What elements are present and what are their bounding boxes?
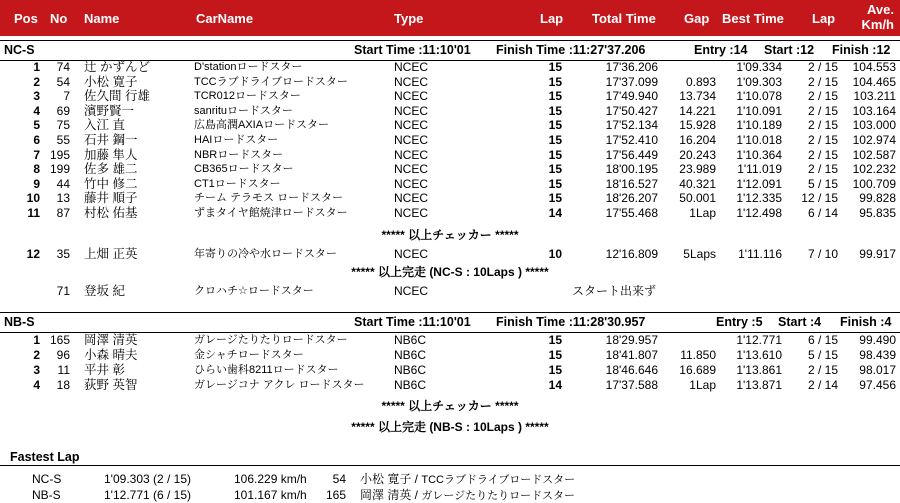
fastest-no: 54 bbox=[332, 472, 346, 486]
cell-blap: 12 / 15 bbox=[801, 191, 838, 206]
cell-total: 18'41.807 bbox=[605, 348, 658, 362]
cell-best: 1'10.018 bbox=[736, 133, 782, 147]
cell-type: NCEC bbox=[394, 162, 429, 177]
cell-pos: 2 bbox=[33, 348, 40, 362]
cell-gap: 20.243 bbox=[679, 147, 716, 162]
cell-speed: 103.211 bbox=[853, 89, 896, 104]
table-row bbox=[0, 206, 900, 220]
cell-speed: 102.974 bbox=[852, 133, 896, 147]
cell-blap: 2 / 14 bbox=[807, 378, 838, 392]
nbs-complete-note: ***** 以上完走 (NB-S : 10Laps ) ***** bbox=[351, 420, 549, 434]
start-count: Start :4 bbox=[778, 315, 822, 329]
cell-name: 村松 佑基 bbox=[84, 206, 138, 220]
cell-pos: 5 bbox=[33, 118, 40, 133]
cell-gap: 11.850 bbox=[680, 348, 716, 362]
header-gap: Gap bbox=[684, 11, 710, 26]
cell-no: 7 bbox=[63, 89, 70, 104]
fastest-cls: NB-S bbox=[32, 488, 61, 502]
cell-lap: 14 bbox=[548, 378, 562, 392]
cell-car: クロハチ☆ロードスター bbox=[194, 285, 314, 297]
fastest-no: 165 bbox=[325, 488, 346, 502]
table-row bbox=[0, 104, 900, 118]
cell-no: 55 bbox=[56, 133, 70, 147]
cell-total: 17'52.134 bbox=[605, 118, 658, 133]
cell-lap: 14 bbox=[548, 206, 562, 220]
cell-car: 広島高潤AXIAロードスター bbox=[194, 119, 329, 132]
cell-blap: 2 / 15 bbox=[807, 60, 838, 74]
table-row bbox=[0, 348, 900, 362]
cell-car: NBRロードスター bbox=[194, 148, 284, 161]
cell-best: 1'12.335 bbox=[736, 191, 782, 206]
cell-name: 濱野賢一 bbox=[84, 103, 135, 118]
cell-blap: 2 / 15 bbox=[807, 103, 838, 118]
ncs-checker-note: ***** 以上チェッカー ***** bbox=[381, 228, 519, 242]
cell-gap: 15.928 bbox=[679, 118, 716, 133]
ncs-complete-note: ***** 以上完走 (NC-S : 10Laps ) ***** bbox=[351, 265, 549, 279]
cell-name: 小森 晴夫 bbox=[84, 348, 138, 362]
cell-type: NB6C bbox=[394, 378, 427, 392]
fastest-time: 1'09.303 (2 / 15) bbox=[104, 472, 192, 486]
table-row bbox=[0, 177, 900, 191]
cell-blap: 5 / 15 bbox=[807, 176, 838, 191]
cell-no: 75 bbox=[56, 118, 70, 133]
cell-lap: 15 bbox=[548, 162, 562, 177]
header-ave bbox=[862, 2, 895, 32]
cell-blap: 2 / 15 bbox=[807, 147, 838, 162]
cell-pos: 6 bbox=[33, 133, 40, 147]
cell-pos: 2 bbox=[33, 74, 40, 89]
cell-name: 上畑 正英 bbox=[84, 247, 138, 261]
finish-time: Finish Time :11:28'30.957 bbox=[496, 315, 646, 329]
cell-name: 登坂 紀 bbox=[84, 284, 125, 298]
cell-speed: 104.553 bbox=[852, 60, 896, 74]
cell-blap: 2 / 15 bbox=[807, 162, 838, 177]
cell-name: 石井 鋼一 bbox=[84, 133, 138, 147]
cell-pos: 4 bbox=[33, 103, 40, 118]
cell-pos: 7 bbox=[33, 147, 40, 162]
cell-pos: 8 bbox=[33, 162, 40, 177]
fastest-driver-name: 岡澤 清英 / bbox=[360, 488, 422, 502]
cell-total: 17'36.206 bbox=[605, 60, 658, 74]
finish-count: Finish :12 bbox=[832, 43, 891, 57]
cell-lap: 15 bbox=[548, 363, 562, 377]
cell-car: CT1ロードスター bbox=[194, 177, 281, 190]
cell-no: 69 bbox=[56, 103, 70, 118]
cell-car: TCCラブドライブロードスター bbox=[194, 75, 348, 88]
cell-car: ガレージコナ アクレ ロードスター bbox=[194, 379, 365, 391]
cell-blap: 6 / 15 bbox=[807, 333, 838, 347]
section-nbs-header bbox=[0, 312, 900, 333]
table-row bbox=[0, 378, 900, 392]
cell-total: 18'46.646 bbox=[605, 363, 658, 377]
fastest-lap-row bbox=[0, 472, 900, 486]
cell-blap: 2 / 15 bbox=[807, 118, 838, 133]
cell-best: 1'12.091 bbox=[736, 176, 782, 191]
table-row bbox=[0, 89, 900, 103]
fastest-lap-divider bbox=[0, 465, 900, 466]
cell-speed: 98.017 bbox=[859, 363, 896, 377]
cell-total: 17'50.427 bbox=[605, 103, 658, 118]
cell-blap: 2 / 15 bbox=[807, 133, 838, 147]
cell-best: 1'13.861 bbox=[736, 363, 782, 377]
fastest-speed: 106.229 km/h bbox=[234, 472, 307, 486]
table-row bbox=[0, 247, 900, 261]
cell-gap: 0.893 bbox=[685, 74, 716, 89]
cell-name: 小松 寛子 bbox=[84, 74, 138, 89]
table-row bbox=[0, 162, 900, 176]
table-row bbox=[0, 133, 900, 147]
cell-pos: 12 bbox=[26, 247, 40, 261]
cell-type: NCEC bbox=[394, 118, 429, 133]
cell-no: 74 bbox=[56, 60, 70, 74]
cell-lap: 15 bbox=[548, 348, 562, 362]
header-lap: Lap bbox=[540, 11, 564, 26]
cell-name: 岡澤 清英 bbox=[84, 333, 138, 347]
cell-blap: 2 / 15 bbox=[807, 89, 838, 104]
cell-no: 87 bbox=[56, 206, 70, 220]
cell-blap: 2 / 15 bbox=[807, 363, 838, 377]
cell-total: 18'26.207 bbox=[605, 191, 658, 206]
cell-car: 金シャチロードスター bbox=[194, 349, 304, 361]
header-type: Type bbox=[394, 11, 424, 26]
cell-no: 199 bbox=[49, 162, 70, 177]
cell-best: 1'12.771 bbox=[736, 333, 782, 347]
cell-name: 佐久間 行雄 bbox=[84, 89, 150, 104]
cell-type: NB6C bbox=[394, 363, 427, 377]
cell-lap: 15 bbox=[548, 176, 562, 191]
header-bestlap: Lap bbox=[812, 11, 836, 26]
cell-gap: 40.321 bbox=[679, 176, 716, 191]
cell-car: D'stationロードスター bbox=[194, 61, 303, 73]
class-label: NB-S bbox=[4, 315, 35, 329]
cell-gap: 16.689 bbox=[679, 363, 716, 377]
cell-gap: 13.734 bbox=[679, 89, 716, 104]
cell-speed: 98.439 bbox=[859, 348, 896, 362]
cell-lap: 15 bbox=[548, 133, 562, 147]
cell-no: 13 bbox=[56, 191, 70, 206]
cell-best: 1'13.871 bbox=[736, 378, 782, 392]
cell-type: NCEC bbox=[394, 133, 429, 147]
cell-name: 佐多 雄二 bbox=[84, 162, 138, 177]
fastest-driver-name: 小松 寛子 / bbox=[360, 472, 422, 486]
cell-name: 平井 彰 bbox=[84, 363, 125, 377]
cell-lap: 15 bbox=[548, 191, 562, 206]
cell-no: 18 bbox=[56, 378, 70, 392]
table-row bbox=[0, 60, 900, 74]
cell-name: 竹中 修二 bbox=[84, 176, 138, 191]
cell-gap: 1Lap bbox=[689, 378, 716, 392]
cell-speed: 102.232 bbox=[852, 162, 896, 177]
fastest-driver bbox=[360, 472, 575, 487]
cell-blap: 6 / 14 bbox=[807, 206, 838, 220]
header-ave-label: Ave. bbox=[867, 2, 894, 17]
cell-total: 18'00.195 bbox=[605, 162, 658, 177]
header-name: Name bbox=[84, 11, 120, 26]
table-row bbox=[0, 75, 900, 89]
cell-name: 荻野 英智 bbox=[84, 378, 138, 392]
cell-pos: 9 bbox=[33, 176, 40, 191]
header-pos: Pos bbox=[14, 11, 38, 26]
cell-type: NCEC bbox=[394, 103, 429, 118]
cell-car: CB365ロードスター bbox=[194, 163, 294, 176]
cell-best: 1'10.078 bbox=[736, 89, 782, 104]
cell-pos: 10 bbox=[26, 191, 40, 206]
cell-no: 71 bbox=[56, 284, 70, 298]
cell-lap: 10 bbox=[548, 247, 562, 261]
cell-car: チーム テラモス ロードスター bbox=[194, 192, 344, 205]
cell-type: NCEC bbox=[394, 191, 429, 206]
cell-best: 1'10.189 bbox=[736, 118, 782, 133]
table-row bbox=[0, 118, 900, 132]
cell-gap: 1Lap bbox=[689, 206, 716, 220]
cell-speed: 103.164 bbox=[852, 103, 896, 118]
fastest-cls: NC-S bbox=[32, 472, 62, 486]
start-time: Start Time :11:10'01 bbox=[354, 315, 471, 329]
header-ave-unit: Km/h bbox=[861, 17, 894, 32]
cell-type: NCEC bbox=[394, 89, 429, 104]
cell-total: 17'37.099 bbox=[605, 74, 658, 89]
finish-time: Finish Time :11:27'37.206 bbox=[496, 43, 646, 57]
cell-lap: 15 bbox=[548, 103, 562, 118]
cell-no: 54 bbox=[56, 74, 70, 89]
class-label: NC-S bbox=[4, 43, 35, 57]
cell-total: 12'16.809 bbox=[605, 247, 658, 261]
header-carname: CarName bbox=[196, 11, 254, 26]
cell-speed: 99.490 bbox=[859, 333, 896, 347]
cell-best: 1'10.091 bbox=[736, 103, 782, 118]
cell-no: 195 bbox=[49, 147, 70, 162]
cell-pos: 4 bbox=[33, 378, 40, 392]
cell-total: 17'49.940 bbox=[605, 89, 658, 104]
cell-no: 44 bbox=[56, 176, 70, 191]
fastest-time: 1'12.771 (6 / 15) bbox=[104, 488, 192, 502]
cell-pos: 11 bbox=[27, 206, 40, 220]
table-row bbox=[0, 284, 900, 298]
cell-best: 1'09.334 bbox=[736, 60, 782, 74]
cell-pos: 3 bbox=[33, 89, 40, 104]
cell-car: 年寄りの冷や水ロードスター bbox=[194, 248, 337, 260]
cell-blap: 2 / 15 bbox=[807, 74, 838, 89]
cell-type: NB6C bbox=[394, 348, 427, 362]
cell-car: ガレージたりたりロードスター bbox=[194, 334, 348, 346]
entry-count: Entry :5 bbox=[716, 315, 763, 329]
cell-bestlap: 7 / 10 bbox=[807, 247, 838, 261]
header-best: Best Time bbox=[722, 11, 784, 26]
fastest-car: TCCラブドライブロードスター bbox=[421, 474, 576, 486]
cell-speed: 95.835 bbox=[859, 206, 896, 220]
cell-speed: 103.000 bbox=[852, 118, 896, 133]
nbs-checker-note: ***** 以上チェッカー ***** bbox=[381, 399, 519, 413]
section-ncs-header bbox=[0, 40, 900, 61]
cell-gap: 23.989 bbox=[679, 162, 716, 177]
cell-best: 1'13.610 bbox=[736, 348, 782, 362]
cell-lap: 15 bbox=[548, 89, 562, 104]
cell-type: NCEC bbox=[394, 74, 429, 89]
cell-no: 96 bbox=[56, 348, 70, 362]
cell-blap: 5 / 15 bbox=[807, 348, 838, 362]
cell-lap: 15 bbox=[548, 60, 562, 74]
cell-speed: 99.828 bbox=[859, 191, 896, 206]
table-row bbox=[0, 191, 900, 205]
cell-car: HAIロードスター bbox=[194, 134, 279, 146]
cell-status: スタート出来ず bbox=[572, 284, 657, 298]
cell-car: TCR012ロードスター bbox=[194, 90, 301, 103]
fastest-car: ガレージたりたりロードスター bbox=[421, 490, 576, 502]
cell-no: 11 bbox=[57, 363, 70, 377]
cell-gap: 5Laps bbox=[683, 247, 716, 261]
cell-type: NCEC bbox=[394, 147, 429, 162]
start-count: Start :12 bbox=[764, 43, 815, 57]
cell-lap: 15 bbox=[548, 118, 562, 133]
cell-gap: 50.001 bbox=[679, 191, 716, 206]
cell-no: 165 bbox=[49, 333, 70, 347]
cell-gap: 16.204 bbox=[679, 133, 716, 147]
cell-name: 辻 かずんど bbox=[84, 60, 150, 74]
cell-best: 1'11.116 bbox=[738, 247, 782, 261]
cell-best: 1'11.019 bbox=[737, 162, 782, 177]
cell-type: NCEC bbox=[394, 206, 429, 220]
cell-total: 18'16.527 bbox=[605, 176, 658, 191]
cell-name: 加藤 隼人 bbox=[84, 147, 138, 162]
cell-lap: 15 bbox=[548, 74, 562, 89]
cell-total: 17'37.588 bbox=[605, 378, 658, 392]
table-row bbox=[0, 333, 900, 347]
cell-total: 18'29.957 bbox=[605, 333, 658, 347]
cell-total: 17'55.468 bbox=[605, 206, 658, 220]
cell-type: NCEC bbox=[394, 60, 429, 74]
table-header bbox=[0, 0, 900, 36]
table-row bbox=[0, 148, 900, 162]
cell-speed: 102.587 bbox=[852, 147, 896, 162]
cell-total: 17'56.449 bbox=[605, 147, 658, 162]
cell-pos: 1 bbox=[33, 60, 40, 74]
cell-pos: 1 bbox=[33, 333, 40, 347]
cell-speed: 99.917 bbox=[859, 247, 896, 261]
cell-car: ひらい歯科8211ロードスター bbox=[194, 364, 339, 376]
header-total: Total Time bbox=[592, 11, 656, 26]
cell-best: 1'09.303 bbox=[736, 74, 782, 89]
finish-count: Finish :4 bbox=[840, 315, 892, 329]
cell-lap: 15 bbox=[548, 333, 562, 347]
cell-total: 17'52.410 bbox=[605, 133, 658, 147]
cell-car: sanrituロードスター bbox=[194, 104, 293, 117]
fastest-lap-title: Fastest Lap bbox=[10, 450, 80, 464]
entry-count: Entry :14 bbox=[694, 43, 748, 57]
fastest-lap-row bbox=[0, 488, 900, 502]
cell-name: 入江 直 bbox=[84, 118, 125, 133]
cell-type: NB6C bbox=[394, 333, 427, 347]
cell-speed: 100.709 bbox=[852, 176, 896, 191]
cell-speed: 97.456 bbox=[859, 378, 896, 392]
table-row bbox=[0, 363, 900, 377]
cell-speed: 104.465 bbox=[852, 74, 896, 89]
cell-best: 1'10.364 bbox=[736, 147, 782, 162]
fastest-speed: 101.167 km/h bbox=[234, 488, 307, 502]
cell-pos: 3 bbox=[33, 363, 40, 377]
cell-car: ずまタイヤ館焼津ロードスター bbox=[194, 207, 348, 219]
header-no: No bbox=[50, 11, 68, 26]
cell-best: 1'12.498 bbox=[736, 206, 782, 220]
cell-no: 35 bbox=[56, 247, 70, 261]
cell-gap: 14.221 bbox=[679, 103, 716, 118]
cell-type: NCEC bbox=[394, 284, 429, 298]
cell-name: 藤井 順子 bbox=[84, 191, 138, 206]
start-time: Start Time :11:10'01 bbox=[354, 43, 471, 57]
cell-lap: 15 bbox=[548, 147, 562, 162]
cell-type: NCEC bbox=[394, 176, 429, 191]
cell-type: NCEC bbox=[394, 247, 429, 261]
